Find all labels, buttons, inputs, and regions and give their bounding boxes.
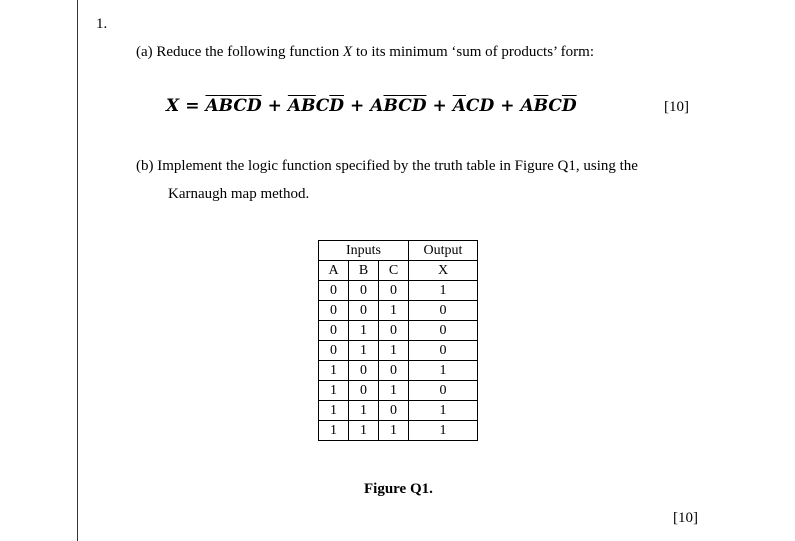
table-cell: 0 (409, 301, 478, 321)
variable: D (479, 96, 495, 116)
table-row (319, 301, 478, 321)
table-cell: 0 (379, 281, 409, 301)
table-cell: 1 (379, 341, 409, 361)
complemented-variable: $\overline{A}$ (287, 96, 302, 116)
part-a-text-1: (a) Reduce the following function (136, 44, 340, 60)
complemented-variable: $\overline{D}$ (329, 96, 345, 116)
table-cell: 1 (349, 321, 379, 341)
table-cell: 0 (349, 281, 379, 301)
variable: A (370, 96, 384, 116)
table-cell: 1 (319, 381, 349, 401)
table-cell: 1 (319, 421, 349, 441)
inputs-header: Inputs (319, 241, 409, 261)
table-cell: 1 (409, 421, 478, 441)
table-cell: 0 (349, 301, 379, 321)
output-header: Output (409, 241, 478, 261)
col-header: B (349, 261, 379, 281)
part-b-line2: Karnaugh map method. (168, 186, 310, 202)
question-number: 1. (96, 16, 108, 32)
complemented-variable: $\overline{B}$ (383, 96, 399, 116)
boolean-equation (166, 96, 577, 116)
plus-sign: + (267, 96, 282, 116)
table-row (319, 421, 478, 441)
table-cell: 1 (409, 281, 478, 301)
table-cell: 0 (319, 321, 349, 341)
table-row (319, 401, 478, 421)
col-header: C (379, 261, 409, 281)
complemented-variable: $\overline{A}$ (205, 96, 219, 116)
variable: C (315, 96, 330, 116)
table-cell: 1 (349, 401, 379, 421)
variable: C (548, 96, 562, 116)
figure-caption: Figure Q1. (364, 481, 433, 497)
plus-sign: + (500, 96, 515, 116)
table-cell: 1 (349, 341, 379, 361)
col-header: X (409, 261, 478, 281)
table-cell: 1 (409, 401, 478, 421)
equation-lhs: X (166, 96, 180, 116)
table-cell: 0 (379, 321, 409, 341)
table-cell: 0 (319, 301, 349, 321)
table-cell: 1 (379, 301, 409, 321)
complemented-variable: $\overline{C}$ (398, 96, 412, 116)
table-cell: 1 (319, 361, 349, 381)
table-cell: 0 (409, 341, 478, 361)
part-b-marks: [10] (673, 510, 698, 526)
part-b-line1: (b) Implement the logic function specified by the truth table in Figure Q1, using the (136, 158, 638, 174)
table-cell: 1 (379, 381, 409, 401)
table-cell: 0 (409, 321, 478, 341)
table-cell: 1 (349, 421, 379, 441)
complemented-variable: $\overline{A}$ (452, 96, 466, 116)
complemented-variable: $\overline{B}$ (218, 96, 234, 116)
complemented-variable: $\overline{B}$ (533, 96, 549, 116)
truth-table (318, 240, 478, 441)
part-a-text (136, 44, 594, 61)
table-cell: 1 (379, 421, 409, 441)
table-cell: 0 (379, 401, 409, 421)
complemented-variable: $\overline{D}$ (246, 96, 262, 116)
table-cell: 0 (319, 281, 349, 301)
variable: C (465, 96, 480, 116)
table-cell: 0 (349, 381, 379, 401)
table-cell: 1 (319, 401, 349, 421)
table-cell: 0 (319, 341, 349, 361)
plus-sign: + (350, 96, 365, 116)
part-a-var: X (343, 44, 353, 60)
table-row (319, 381, 478, 401)
table-row (319, 321, 478, 341)
table-row (319, 281, 478, 301)
table-cell: 0 (379, 361, 409, 381)
equals-sign: = (185, 96, 200, 116)
complemented-variable: $\overline{C}$ (233, 96, 247, 116)
table-cell: 1 (409, 361, 478, 381)
table-row (319, 361, 478, 381)
complemented-variable: $\overline{D}$ (411, 96, 427, 116)
table-cell: 0 (349, 361, 379, 381)
variable: A (520, 96, 534, 116)
complemented-variable: $\overline{B}$ (301, 96, 316, 116)
page-border (77, 0, 78, 541)
part-a-marks: [10] (664, 99, 689, 115)
table-row (319, 341, 478, 361)
table-cell: 0 (409, 381, 478, 401)
complemented-variable: $\overline{D}$ (561, 96, 577, 116)
part-a-text-2: to its minimum ‘sum of products’ form: (355, 44, 594, 60)
col-header: A (319, 261, 349, 281)
plus-sign: + (432, 96, 447, 116)
